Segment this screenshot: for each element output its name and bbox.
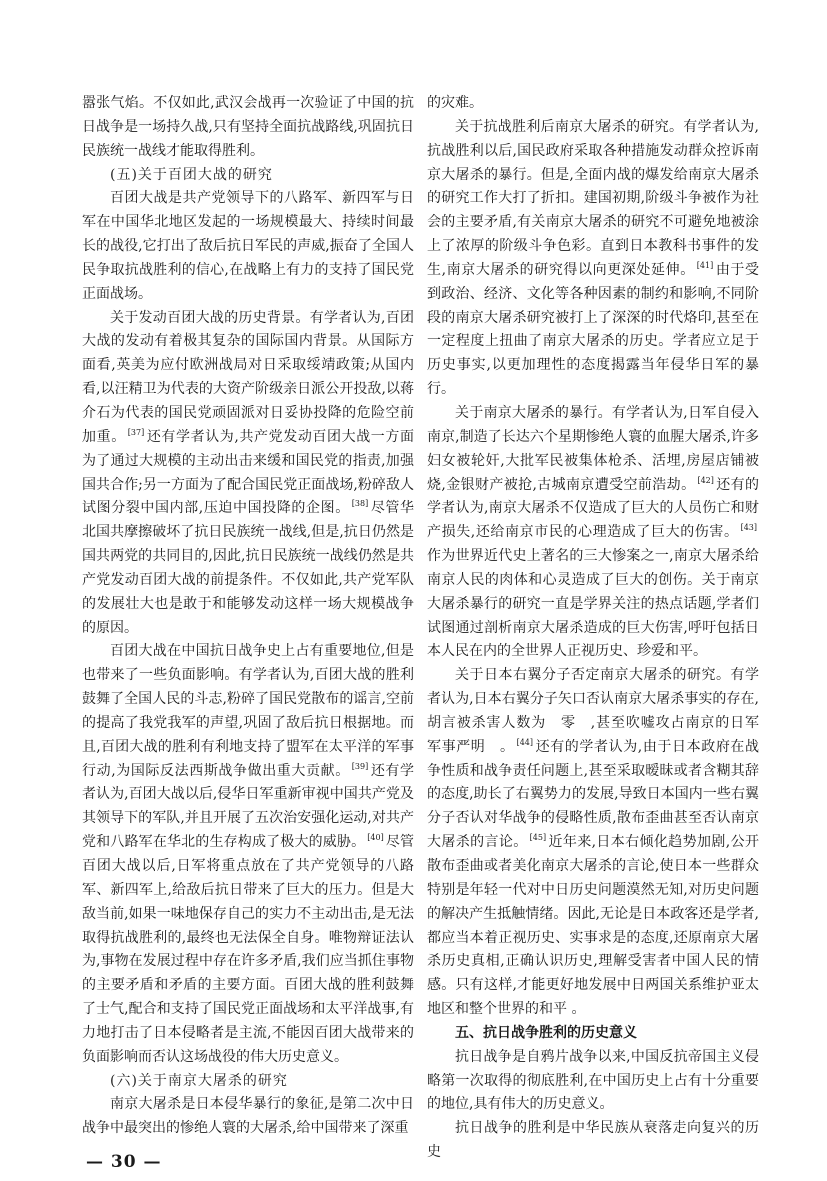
text-run: 还有的学者认为,由于日本政府在战争性质和战争责任问题上,甚至采取暧昧或者含糊其辞的态度,助长了右翼势力的发展,导致日本国内一些右翼分子否认对华战争的侵略性质,散布歪曲甚至否认南京大屠杀的言论。 xyxy=(427,738,760,851)
text-run: 关于日本右翼分子否定南京大屠杀的研究。有学者认为,日本右翼分子矢口否认南京大屠杀事实的存在,胡言被杀害人数为 零 ,甚至吹嘘攻占南京的日军 军事严明 。 xyxy=(427,667,773,755)
paragraph xyxy=(427,92,759,116)
citation-ref: [37] xyxy=(127,427,145,437)
text-run: 南京大屠杀是日本侵华暴行的象征,是第二次中日战争中最突出的惨绝人寰的大屠杀,给中国带来了深重 xyxy=(82,1096,414,1137)
text-run: 嚣张气焰。不仅如此,武汉会战再一次验证了中国的抗日战争是一场持久战,只有坚持全面抗战路线,巩固抗日民族统一战线才能取得胜利。 xyxy=(82,95,414,159)
text-run: 抗日战争是自鸦片战争以来,中国反抗帝国主义侵略第一次取得的彻底胜利,在中国历史上占有十分重要的地位,具有伟大的历史意义。 xyxy=(427,1048,759,1113)
paragraph xyxy=(427,664,773,1022)
citation-ref: [43] xyxy=(740,523,757,533)
citation-ref: [39] xyxy=(351,761,369,771)
text-run: 尽管华北国共摩擦破坏了抗日民族统一战线,但是,抗日仍然是国共两党的共同目的,因此,抗日民族统一战线仍然是共产党发动百团大战的前提条件。不仅如此,共产党军队的发展壮大也是敢于和能够发动这样一场大规模战争的原因。 xyxy=(82,500,415,636)
section-heading xyxy=(427,1022,759,1046)
citation-ref: [40] xyxy=(367,833,384,843)
citation-ref: [38] xyxy=(351,499,369,509)
paragraph xyxy=(427,116,759,402)
paragraph xyxy=(427,1046,759,1118)
text-run: 关于抗战胜利后南京大屠杀的研究。有学者认为,抗战胜利以后,国民政府采取各种措施发动群众控诉南京大屠杀的暴行。但是,全面内战的爆发给南京大屠杀的研究工作大打了折扣。建国初期,阶级斗争被作为社会的主要矛盾,有关南京大屠杀的研究不可避免地被涂上了浓厚的阶级斗争色彩。直到日本教科书事件的发生,南京大屠杀的研究得以向更深处延伸。 xyxy=(427,118,759,278)
citation-ref: [44] xyxy=(516,737,534,747)
paragraph xyxy=(82,1093,414,1141)
page-number: — 30 — xyxy=(86,1152,162,1172)
text-run: (六)关于南京大屠杀的研究 xyxy=(110,1072,288,1089)
text-run: 近年来,日本右倾化趋势加剧,公开散布歪曲或者美化南京大屠杀的言论,使日本一些群众特别是年轻一代对中日历史问题漠然无知,对历史问题的解决产生抵触情绪。因此,无论是日本政客还是学者,都应当本着正视历史、实事求是的态度,还原南京大屠杀历史真相,正确认识历史,理解受害者中国人民的情感。只有这样,才能更好地发展中日两国关系维护亚太地区和整个世界的和平 。 xyxy=(427,834,759,1018)
text-run: 作为世界近代史上著名的三大惨案之一,南京大屠杀给南京人民的肉体和心灵造成了巨大的创伤。关于南京大屠杀暴行的研究一直是学界关注的热点话题,学者们试图通过剖析南京大屠杀造成的巨大伤害,呼吁包括日本人民在内的全世界人正视历史、珍爱和平。 xyxy=(427,548,759,660)
right-column xyxy=(427,92,773,1165)
text-run: 五、抗日战争胜利的历史意义 xyxy=(455,1024,637,1041)
citation-ref: [42] xyxy=(697,475,714,485)
text-run: 的灾难。 xyxy=(427,95,483,111)
citation-ref: [45] xyxy=(529,833,547,843)
subsection-heading xyxy=(82,164,414,188)
text-run: 由于受到政治、经济、文化等各种因素的制约和影响,不同阶段的南京大屠杀研究被打上了深深的时代烙印,甚至在一定程度上扭曲了南京大屠杀的历史。学者应立足于历史事实,以更加理性的态度揭露当年侵华日军的暴行。 xyxy=(427,261,760,398)
left-column xyxy=(82,92,414,1141)
text-run: 关于发动百团大战的历史背景。有学者认为,百团大战的发动有着极其复杂的国际国内背景。从国际方面看,英美为应付欧洲战局对日采取绥靖政策;从国内看,以汪精卫为代表的大资产阶级亲日派公开投敌,以蒋介石为代表的国民党顽固派对日妥协投降的危险空前加重。 xyxy=(82,309,414,445)
text-run: 抗日战争的胜利是中华民族从衰落走向复兴的历史 xyxy=(427,1120,759,1161)
text-run: 还有学者认为,共产党发动百团大战一方面为了通过大规模的主动出击来缓和国民党的指责,加强国共合作;另一方面为了配合国民党正面战场,粉碎敌人试图分裂中国内部,压迫中国投降的企图。 xyxy=(82,428,415,517)
paragraph xyxy=(427,1117,759,1165)
text-run: 尽管百团大战以后,日军将重点放在了共产党领导的八路军、新四军上,给敌后抗日带来了巨大的压力。但是大敌当前,如果一味地保存自己的实力不主动出击,是无法取得抗战胜利的,最终也无法保全自身。唯物辩证法认为,事物在发展过程中存在许多矛盾,我们应当抓住事物的主要矛盾和矛盾的主要方面。百团大战的胜利鼓舞了士气,配合和支持了国民党正面战场和太平洋战事,有力地打击了日本侵略者是主流,不能因百团大战带来的负面影响而否认这场战役的伟大历史意义。 xyxy=(82,834,415,1065)
text-run: 关于南京大屠杀的暴行。有学者认为,日军自侵入南京,制造了长达六个星期惨绝人寰的血腥大屠杀,许多妇女被轮奸,大批军民被集体枪杀、活埋,房屋店铺被烧,金银财产被抢,古城南京遭受空前浩劫。 xyxy=(427,404,759,493)
text-run: (五)关于百团大战的研究 xyxy=(110,166,273,183)
paragraph xyxy=(82,92,414,164)
paragraph xyxy=(82,307,414,641)
paragraph xyxy=(82,187,414,306)
subsection-heading xyxy=(82,1070,414,1094)
paragraph xyxy=(82,640,414,1069)
text-run: 百团大战在中国抗日战争史上占有重要地位,但是也带来了一些负面影响。有学者认为,百团大战的胜利鼓舞了全国人民的斗志,粉碎了国民党散布的谣言,空前的提高了我党我军的声望,巩固了敌后抗日根据地。而且,百团大战的胜利有利地支持了盟军在太平洋的军事行动,为国际反法西斯战争做出重大贡献。 xyxy=(82,643,414,779)
text-run: 还有学者认为,百团大战以后,侵华日军重新审视中国共产党及其领导下的军队,并且开展了五次治安强化运动,对共产党和八路军在华北的生存构成了极大的威胁。 xyxy=(82,762,415,851)
citation-ref: [41] xyxy=(696,260,714,270)
text-run: 百团大战是共产党领导下的八路军、新四军与日军在中国华北地区发起的一场规模最大、持续时间最长的战役,它打出了敌后抗日军民的声威,振奋了全国人民争取抗战胜利的信心,在战略上有力的支持了国民党正面战场。 xyxy=(82,190,414,302)
text-run: 还有的学者认为,南京大屠杀不仅造成了巨大的人员伤亡和财产损失,还给南京市民的心理造成了巨大的伤害。 xyxy=(427,476,760,541)
paragraph xyxy=(427,402,759,664)
